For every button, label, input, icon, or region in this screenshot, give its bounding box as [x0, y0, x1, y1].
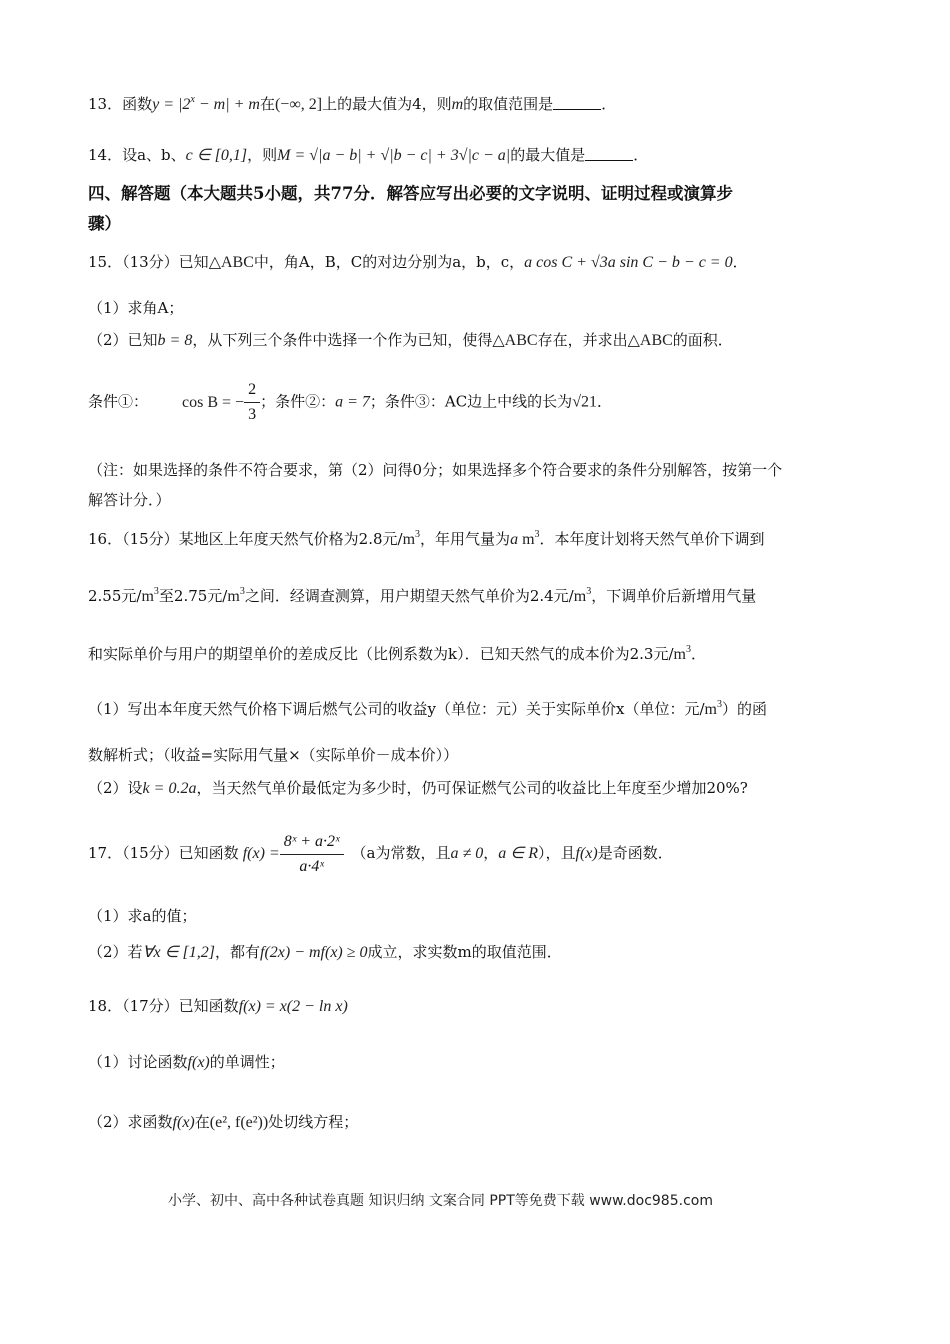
q17-p2e: 成立，求实数m的取值范围． [367, 943, 562, 961]
fraction-denominator: 3 [248, 406, 257, 423]
unit-m: m [402, 531, 416, 548]
q13-mid: 在 [259, 95, 275, 113]
question-14 [88, 145, 648, 166]
q17-part2 [88, 942, 562, 963]
q14-answer-blank[interactable] [585, 147, 633, 161]
q14-vars: a、b、 [137, 146, 186, 164]
fraction-denominator: a·4ˣ [299, 857, 324, 875]
q14-number: 14．设 [88, 146, 138, 164]
unit-m: m [227, 588, 240, 605]
q16-l6c: ，当天然气单价最低定为多少时，仍可保证燃气公司的收益比上年度至少增加20%? [196, 779, 748, 797]
q15-conditions [88, 380, 612, 425]
q16-part1 [88, 695, 767, 720]
q15-p2e: 存在，并求出 [537, 331, 628, 349]
page-footer: 小学、初中、高中各种试卷真题 知识归纳 文案合同 PPT等免费下载 www.doc985.com [168, 1193, 713, 1209]
question-15 [88, 252, 748, 273]
q16-l1a: 16．（15分）某地区上年度天然气价格为2.8元/ [88, 530, 403, 548]
q16-part1-cont: 数解析式；（收益=实际用气量×（实际单价－成本价）） [88, 746, 459, 764]
unit-m3 [674, 646, 691, 663]
unit-m: m [573, 588, 587, 605]
q15-part2 [88, 330, 733, 351]
unit-m: m [522, 531, 535, 548]
unit-exp: 3 [685, 644, 691, 655]
q15-end: ． [732, 253, 748, 271]
unit-m: m [141, 588, 154, 605]
unit-exp: 3 [153, 586, 159, 597]
q16-line3 [88, 640, 706, 665]
q18-part1 [88, 1052, 285, 1073]
q15-head: 15．（13分）已知 [88, 253, 209, 271]
unit-m3 [227, 588, 244, 605]
q16-l2b: 至2.75元/ [158, 587, 228, 605]
unit-m3 [574, 588, 591, 605]
q13-formula-b: − m| + m [194, 96, 260, 113]
unit-m3 [518, 531, 539, 548]
q16-l3a: 和实际单价与用户的期望单价的差成反比（比例系数为k）．已知天然气的成本价为2.3元/ [88, 645, 674, 663]
q15-cond1-label: 条件①： [88, 392, 149, 411]
q13-end: ． [601, 95, 617, 113]
question-17 [88, 830, 673, 877]
fraction-numerator: 2 [244, 380, 260, 403]
section-heading-cont: 骤） [88, 214, 121, 233]
q17-p2c: ，都有 [214, 943, 260, 961]
q14-end: ． [633, 146, 649, 164]
q15-p2c: ，从下列三个条件中选择一个作为已知，使得 [192, 331, 493, 349]
q16-l2a: 2.55元/ [88, 587, 142, 605]
q15-cond3-value: √21 [572, 393, 597, 411]
q17-part1: （1）求a的值； [88, 907, 197, 925]
q13-tail: 上的最大值为4，则 [322, 95, 452, 113]
q16-l1c: a [510, 531, 519, 548]
unit-m: m [673, 646, 686, 663]
q17-p2a: （2）若 [88, 943, 143, 961]
q18-fx: f(x) = x(2 − ln x) [238, 998, 348, 1015]
unit-m3 [403, 531, 420, 548]
q17-p2b: ∀x ∈ [1,2] [142, 944, 215, 961]
q16-l3b: ． [690, 645, 706, 663]
q15-p2f: △ABC [627, 332, 673, 349]
q16-l6b: k = 0.2a [142, 780, 197, 797]
q17-sep: ， [483, 844, 499, 862]
q15-cond2-label: ；条件②： [260, 392, 336, 411]
q17-tail2: ），且 [537, 844, 576, 862]
q15-cond2-value: a = 7 [335, 393, 370, 411]
q17-tail1: （a为常数，且 [351, 844, 451, 862]
q14-formula: M = √|a − b| + √|b − c| + 3√|c − a| [277, 147, 511, 164]
q15-cond-end: ． [596, 392, 612, 411]
unit-m3 [705, 701, 722, 718]
unit-exp: 3 [415, 529, 421, 540]
unit-exp: 3 [586, 586, 592, 597]
q16-l2d: ，下调单价后新增用气量 [591, 587, 757, 605]
q13-exponent: x [190, 94, 195, 105]
q13-interval: (−∞, 2] [274, 96, 323, 113]
q15-fraction [244, 380, 260, 425]
q15-p2d: △ABC [492, 332, 538, 349]
q18-head: 18．（17分）已知函数 [88, 997, 239, 1015]
q15-note-line2: 解答计分．） [88, 491, 171, 509]
q18-p2b: f(x) [172, 1114, 195, 1131]
q17-head: 17．（15分）已知函数 [88, 844, 239, 862]
question-16 [88, 525, 765, 550]
question-13 [88, 90, 616, 115]
q15-triangle: △ABC [208, 254, 254, 271]
q15-head2: 中，角A，B，C的对边分别为a，b，c， [253, 253, 525, 271]
q17-tail3: 是奇函数． [597, 844, 673, 862]
q17-fraction [280, 832, 344, 877]
q17-p2d: f(2x) − mf(x) ≥ 0 [260, 944, 368, 961]
q13-answer-blank[interactable] [553, 96, 601, 110]
q14-condition: c ∈ [0,1] [185, 147, 248, 164]
q18-p1c: 的单调性； [209, 1053, 285, 1071]
question-18 [88, 996, 348, 1017]
q18-p2a: （2）求函数 [88, 1113, 173, 1131]
unit-exp: 3 [534, 529, 540, 540]
q17-c2: a ∈ R [498, 845, 538, 862]
q14-mid: ，则 [247, 146, 278, 164]
section-heading: 四、解答题（本大题共5小题，共77分．解答应写出必要的文字说明、证明过程或演算步 [88, 184, 733, 203]
q17-c1: a ≠ 0 [450, 845, 484, 862]
q15-p2a: （2）已知 [88, 331, 158, 349]
q15-cos-lhs: cos B = − [182, 393, 245, 411]
unit-exp: 3 [717, 699, 722, 710]
q16-l1d: ．本年度计划将天然气单价下调到 [539, 530, 765, 548]
q13-formula [152, 96, 260, 113]
unit-exp: 3 [239, 586, 245, 597]
q15-equation: a cos C + √3a sin C − b − c = 0 [524, 254, 733, 271]
fraction-numerator: 8ˣ + a·2ˣ [280, 832, 344, 855]
q13-tail2: 的取值范围是 [463, 95, 554, 113]
q16-l2c: 之间．经调查测算，用户期望天然气单价为2.4元/ [244, 587, 574, 605]
q17-fx: f(x) [575, 845, 598, 862]
q16-part2 [88, 778, 748, 799]
q14-tail: 的最大值是 [510, 146, 586, 164]
q15-part1: （1）求角A； [88, 299, 184, 317]
unit-m: m [704, 701, 717, 718]
q17-lhs: f(x) = [242, 845, 280, 862]
q16-l4a: （1）写出本年度天然气价格下调后燃气公司的收益y（单位：元）关于实际单价x（单位：元/ [88, 700, 705, 718]
q15-p2g: 的面积． [672, 331, 733, 349]
q18-p1a: （1）讨论函数 [88, 1053, 188, 1071]
q15-note-line1: （注：如果选择的条件不符合要求，第（2）问得0分；如果选择多个符合要求的条件分别解答，按第一个 [88, 461, 783, 479]
q16-line2 [88, 582, 756, 607]
q18-p2e: 处切线方程； [268, 1113, 359, 1131]
q15-p2b: b = 8 [157, 332, 193, 349]
q18-p1b: f(x) [187, 1054, 210, 1071]
q16-l4b: ）的函 [722, 700, 768, 718]
q18-p2d: (e², f(e²)) [209, 1114, 269, 1131]
q18-part2 [88, 1112, 358, 1133]
q13-var: m [451, 96, 464, 113]
q13-formula-a: y = |2 [152, 96, 191, 113]
q15-cond3-label: ；条件③：AC边上中线的长为 [369, 392, 573, 411]
unit-m3 [141, 588, 158, 605]
q13-number: 13．函数 [88, 95, 153, 113]
q18-p2c: 在 [194, 1113, 210, 1131]
q16-l1b: ，年用气量为 [420, 530, 511, 548]
q16-l6a: （2）设 [88, 779, 143, 797]
